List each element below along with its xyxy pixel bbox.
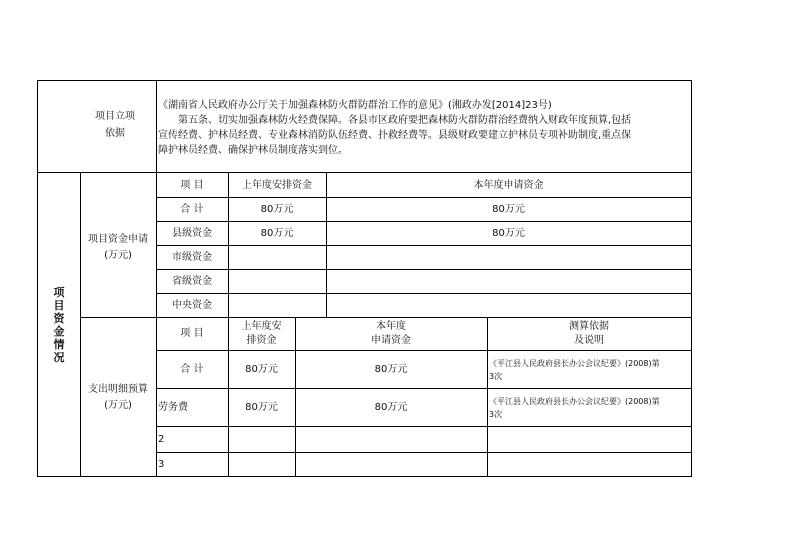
- application-label-line2: (万元): [104, 250, 132, 261]
- exp-row-item: 3: [158, 459, 165, 470]
- app-row-last-year: 80万元: [260, 228, 294, 239]
- exp-row-basis-line1: 《平江县人民政府县长办公会议纪要》(2008)第: [489, 359, 660, 368]
- divider-basis-bottom: [37, 172, 692, 173]
- app-row-line-2: [156, 221, 692, 222]
- basis-label-line2: 依据: [105, 128, 125, 139]
- app-row-this-year: 80万元: [492, 228, 525, 239]
- exp-row-item: 合 计: [180, 364, 204, 375]
- exp-row-this-year: 80万元: [374, 402, 408, 413]
- table-border-top: [37, 80, 692, 81]
- divider-funds-label: [80, 172, 81, 477]
- table-border-bottom: [37, 476, 692, 477]
- expenditure-label-line1: 支出明细预算: [88, 384, 148, 395]
- table-border-right: [691, 80, 692, 477]
- app-row-last-year: 80万元: [260, 204, 294, 215]
- app-col-line-1: [228, 172, 229, 318]
- exp-row-last-year: 80万元: [245, 402, 278, 413]
- app-row-line-4: [156, 269, 692, 270]
- app-row-line-5: [156, 293, 692, 294]
- divider-application-bottom: [80, 317, 692, 318]
- app-header-this-year: 本年度申请资金: [473, 180, 544, 191]
- exp-row-line-2: [156, 388, 692, 389]
- app-header-item: 项 目: [180, 180, 204, 191]
- exp-header-basis-line1: 测算依据: [569, 321, 609, 332]
- exp-row-item: 劳务费: [158, 402, 188, 413]
- app-row-item: 省级资金: [172, 276, 212, 287]
- exp-row-line-4: [156, 452, 692, 453]
- basis-text-line3: 障护林员经费、确保护林员制度落实到位。: [158, 145, 348, 156]
- exp-row-basis-line2: 3次: [489, 410, 503, 419]
- app-col-line-2: [326, 172, 327, 318]
- app-row-this-year: 80万元: [492, 204, 525, 215]
- basis-doc-title: 《湖南省人民政府办公厅关于加强森林防火群防群治工作的意见》(湘政办发[2014]23号): [158, 100, 552, 111]
- exp-row-basis-line1: 《平江县人民政府县长办公会议纪要》(2008)第: [489, 397, 660, 406]
- exp-row-basis-line2: 3次: [489, 372, 503, 381]
- exp-header-item: 项 目: [180, 328, 204, 339]
- exp-row-last-year: 80万元: [245, 364, 278, 375]
- basis-label-line1: 项目立项: [95, 111, 135, 122]
- app-row-item: 中央资金: [172, 300, 212, 311]
- app-header-last-year: 上年度安排资金: [242, 180, 312, 191]
- expenditure-label-line2: (万元): [104, 400, 132, 411]
- app-row-line-3: [156, 245, 692, 246]
- exp-row-line-3: [156, 426, 692, 427]
- exp-header-last-year-line2: 排资金: [246, 335, 277, 346]
- exp-row-this-year: 80万元: [374, 364, 408, 375]
- exp-header-basis-line2: 及说明: [574, 335, 604, 346]
- exp-row-line-1: [156, 350, 692, 351]
- exp-header-this-year-line2: 申请资金: [371, 335, 411, 346]
- basis-text-line2: 宣传经费、护林员经费、专业森林消防队伍经费、扑救经费等。县级财政要建立护林员专项补助制度,重点保: [158, 130, 632, 141]
- exp-header-this-year-line1: 本年度: [376, 321, 406, 332]
- app-row-item: 合 计: [180, 204, 204, 215]
- funds-section-label: 项目资金情况: [53, 286, 65, 364]
- app-row-line-1: [156, 197, 692, 198]
- table-border-left: [37, 80, 38, 477]
- exp-row-item: 2: [158, 434, 165, 445]
- exp-header-last-year-line1: 上年度安: [241, 321, 282, 332]
- app-row-item: 市级资金: [172, 252, 212, 263]
- application-label-line1: 项目资金申请: [88, 234, 148, 245]
- basis-text-line1: 第五条、切实加强森林防火经费保障。各县市区政府要把森林防火群防群治经费纳入财政年度预算,包括: [178, 115, 632, 126]
- app-row-item: 县级资金: [172, 228, 212, 239]
